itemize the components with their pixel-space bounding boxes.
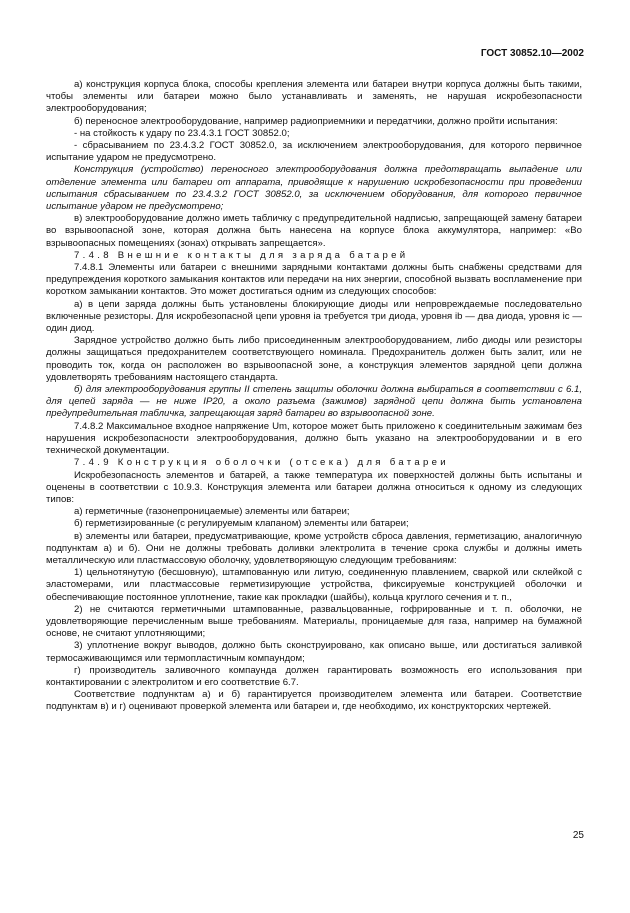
paragraph-3b: б) переносное электрооборудование, например радиоприемники и передатчики, должно пройти испытания: [74,115,558,127]
section-heading-7-4-9: 7.4.9 Конструкция оболочки (отсека) для батареи [74,457,449,469]
list-item-type-b: б) герметизированные (с регулируемым клапаном) элементы или батареи; [74,518,409,530]
paragraph-7-4-8-1-b: б) для электрооборудования группы II степень защиты оболочки должна выбираться в соответствии с 6.1, для цепей заряда — не ниже IP20, а около разъема (зажимов) зарядной цепи должна быть установлена предупредительная табличка, запрещающая заряд батареи во взрывоопасной зоне. [46,384,582,420]
paragraph-3v: в) электрооборудование должно иметь табличку с предупредительной надписью, запрещающей замену батареи во взрывоопасной зоне, которая должна быть нанесена на корпусе блока аккумулятора, например: «Во взрывоопасных помещениях (зонах) открывать запрещается». [46,213,582,249]
paragraph-3a: а) конструкция корпуса блока, способы крепления элемента или батареи внутри корпуса должны быть такими, чтобы элементы или батареи можно было устанавливать и заменять, не нарушая искробезопасности электрооборудования; [46,79,582,115]
list-item-req-3: 3) уплотнение вокруг выводов, должно быть сконструировано, как описано выше, или достигаться заливкой термосаживающимся или термопластичным компаундом; [46,640,582,664]
paragraph-portable-design: Конструкция (устройство) переносного электрооборудования должна предотвращать выпадение или отделение элемента или батареи от аппарата, приводящие к нарушению искробезопасности при проведении испытания сбрасыванием по 23.4.3.2 ГОСТ 30852.0, за исключением оборудования, для которого первичное испытание ударом не предусмотрено; [46,164,582,213]
standard-header: ГОСТ 30852.10—2002 [480,48,584,59]
list-item-type-a: а) герметичные (газонепроницаемые) элементы или батареи; [74,506,350,518]
list-item-req-1: 1) цельнотянутую (бесшовную), штампованную или литую, соединенную плавлением, сваркой или склейкой с эластомерами, или пластмассовые герметизирующие устройства, фиксируемые конструкцией оболочки и обеспечивающие постоянное уплотнение, такие как прокладки (шайбы), кольца круглого сечения и т. п., [46,567,582,603]
paragraph-charger: Зарядное устройство должно быть либо присоединенным электрооборудованием, либо диоды или резисторы должны защищаться предохранителем соответствующего номинала. Предохранитель должен быть залит, или не проводить ток, когда он расположен во взрывоопасной зоне, а конструкция элементов зарядной цепи должна удовлетворять требованиям настоящего стандарта. [46,335,582,383]
list-item-req-2: 2) не считаются герметичными штампованные, развальцованные, гофрированные и т. п. оболочки, не удовлетворяющие перечисленным выше требованиям. Материалы, проницаемые для газа, например на бумажной основе, не считают уплотняющими; [46,603,582,640]
document-body [46,79,582,714]
paragraph-7-4-8-2: 7.4.8.2 Максимальное входное напряжение Um, которое может быть приложено к соединительным зажимам без нарушения искробезопасности электрооборудования, должно быть указано на электрооборудовании и в его технической документации. [46,420,582,457]
paragraph-7-4-8-1: 7.4.8.1 Элементы или батареи с внешними зарядными контактами должны быть снабжены средствами для предупреждения короткого замыкания контактов или передачи на них энергии, способной вызвать воспламенение при коротком замыкании контактов. Это может достигаться одним из следующих способов: [46,262,582,298]
paragraph-conformity: Соответствие подпунктам а) и б) гарантируется производителем элемента или батареи. Соответствие подпунктам в) и г) оценивают проверкой элемента или батареи и, где необходимо, их конструкторских чертежей. [46,689,582,713]
list-item-impact-test: - на стойкость к удару по 23.4.3.1 ГОСТ 30852.0; [74,127,290,139]
paragraph-7-4-8-1-a: а) в цепи заряда должны быть установлены блокирующие диоды или непровреждаемые последовательно включенные резисторы. Для искробезопасной цепи уровня ia требуется три диода, уровня ib — два диода, уровня ic — один диод. [46,298,582,335]
list-item-type-g: г) производитель заливочного компаунда должен гарантировать возможность его использования при контактировании с электролитом и его соответствие 6.7. [46,664,582,688]
section-heading-7-4-8: 7.4.8 Внешние контакты для заряда батарей [74,249,409,261]
list-item-drop-test: - сбрасыванием по 23.4.3.2 ГОСТ 30852.0, за исключением электрооборудования, для которого первичное испытание ударом не предусмотрено. [46,140,582,164]
paragraph-7-4-9-intro: Искробезопасность элементов и батарей, а также температура их поверхностей должны быть испытаны и оценены в соответствии с 10.9.3. Конструкция элемента или батареи должна относиться к одному из следующих типов: [46,469,582,505]
list-item-type-v: в) элементы или батареи, предусматривающие, кроме устройств сброса давления, герметизацию, аналогичную подпунктам а) и б). Они не должны требовать доливки электролита в течение срока службы и должны иметь металлическую или пластмассовую оболочку, удовлетворяющую следующим требованиям: [46,530,582,566]
page-number: 25 [572,830,584,841]
